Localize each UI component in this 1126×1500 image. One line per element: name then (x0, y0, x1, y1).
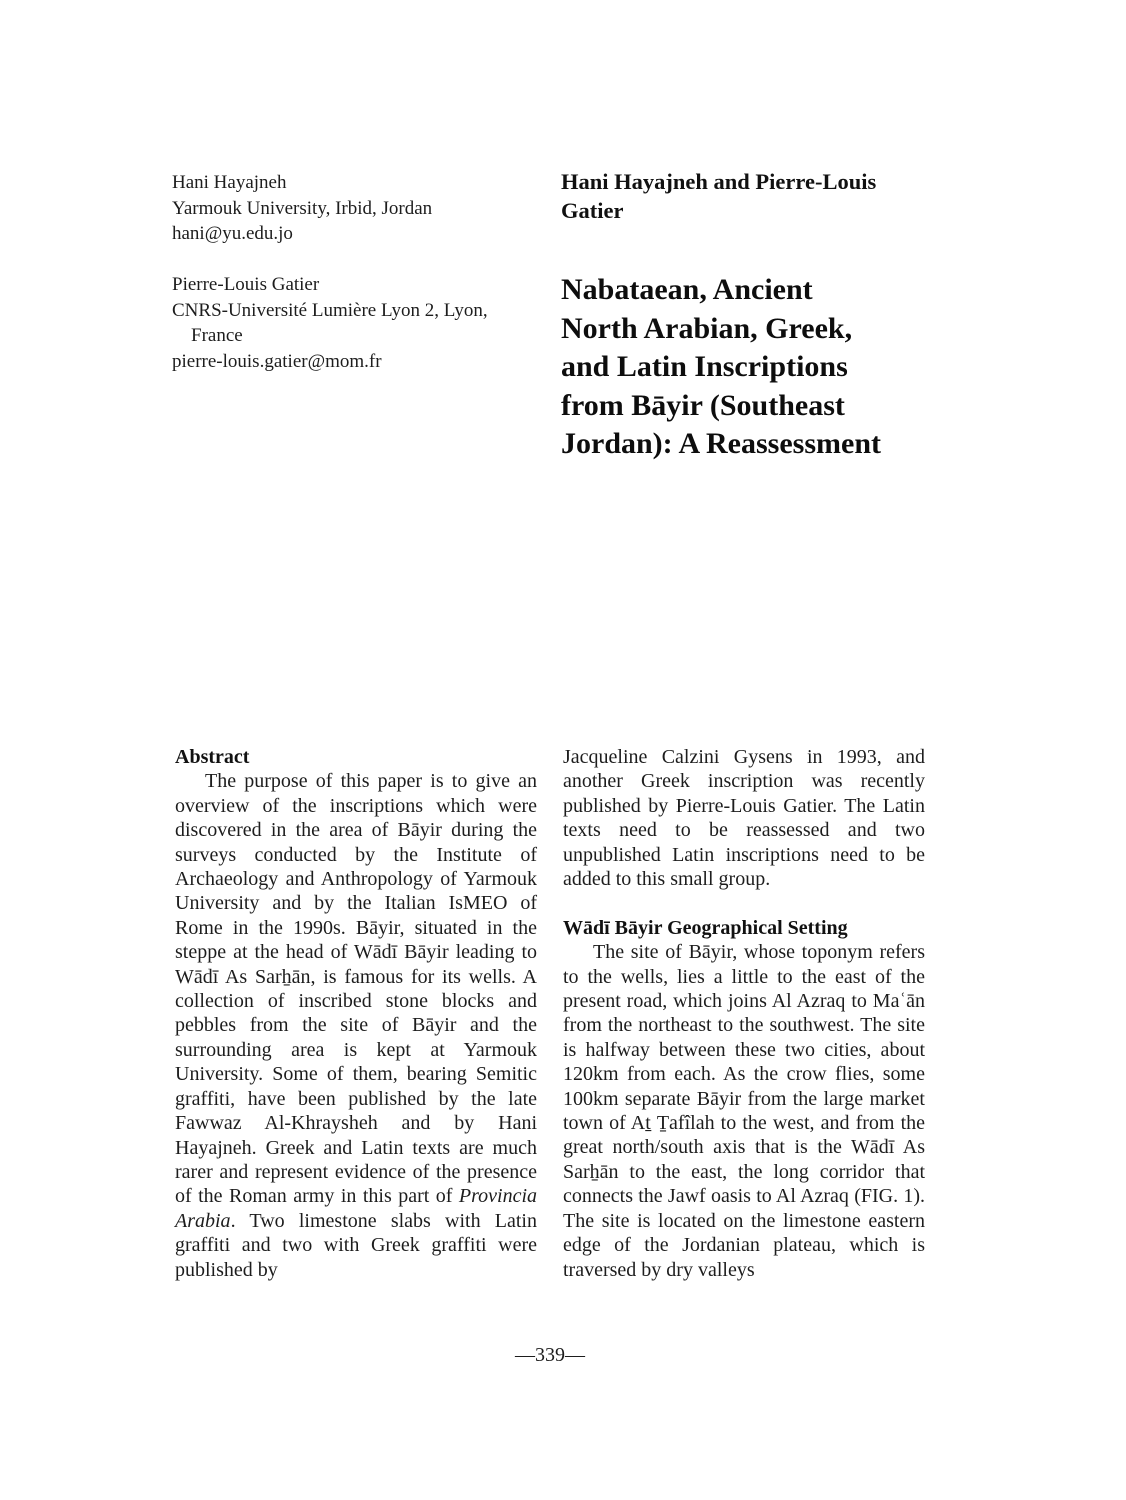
text-line: pierre-louis.gatier@mom.fr (172, 350, 382, 372)
paragraph (563, 745, 925, 891)
byline (561, 167, 956, 225)
paragraph (563, 940, 925, 1282)
text-line: Hani Hayajneh and Pierre-Louis (561, 169, 877, 194)
text-line: Jordan): A Reassessment (561, 427, 881, 460)
geographical-setting-heading: Wādī Bāyir Geographical Setting (563, 916, 848, 939)
paragraph (175, 769, 537, 1282)
text-line: Yarmouk University, Irbid, Jordan (172, 197, 433, 219)
text-line: Nabataean, Ancient (561, 273, 813, 306)
body-columns (175, 745, 925, 1282)
text-segment: . Two limestone slabs with Latin graffiti and two with Greek graffiti were published by (175, 1209, 537, 1281)
text-segment: The purpose of this paper is to give an overview of the inscriptions which were discovered in the area of Bāyir during the surveys conducted by the Institute of Archaeology and Anthropology of Yarmouk University and by the Italian IsMEO of Rome in the 1990s. Bāyir, situated in the steppe at the head of Wādī Bāyir leading to Wādī As Sarẖān, is famous for its wells. A collection of inscribed stone blocks and pebbles from the site of Bāyir and the surrounding area is kept at Yarmouk University. Some of them, bearing Semitic graffiti, have been published by the late Fawwaz Al-Khraysheh and by Hani Hayajneh. Greek and Latin texts are much rarer and represent evidence of the presence of the Roman army in this part of (175, 770, 537, 1208)
text-segment: Jacqueline Calzini Gysens in 1993, and another Greek inscription was recently published by Pierre-Louis Gatier. The Latin texts need to be reassessed and two unpublished Latin inscriptions need to be added to this small group. (563, 746, 925, 891)
text-line: Gatier (561, 198, 624, 223)
right-column (563, 745, 925, 1282)
text-line: CNRS-Université Lumière Lyon 2, Lyon, (172, 299, 488, 321)
italic-text: Provincia Arabia (175, 1185, 537, 1232)
title-block (561, 167, 956, 464)
left-column (175, 745, 537, 1282)
text-line: Pierre-Louis Gatier (172, 274, 320, 295)
geographical-setting-text (563, 940, 925, 1282)
text-segment: The site of Bāyir, whose toponym refers to the wells, lies a little to the east of the present road, which joins Al Azraq to Maʿān from the northeast to the southwest. The site is halfway between these two cities, about 120km from each. As the crow flies, some 100km separate Bāyir from the large market town of Aṯ Ṯafîlah to the west, and from the great north/south axis that is the Wādī As Sarẖān to the east, the long corridor that connects the Jawf oasis to Al Azraq (FIG. 1). The site is located on the limestone eastern edge of the Jordanian plateau, which is traversed by dry valleys (563, 941, 925, 1281)
text-line: Hani Hayajneh (172, 172, 287, 193)
author-contact-column (172, 170, 532, 374)
text-line: North Arabian, Greek, (561, 311, 853, 345)
abstract-continuation-text (563, 745, 925, 891)
abstract-heading: Abstract (175, 746, 250, 768)
article-title (561, 271, 956, 464)
contact-block (172, 170, 532, 247)
page-number: —339— (515, 1344, 585, 1366)
text-line: France (191, 325, 243, 346)
abstract-text (175, 769, 537, 1282)
text-line: from Bāyir (Southeast (561, 388, 845, 422)
text-line: and Latin Inscriptions (561, 350, 848, 383)
contact-block (172, 272, 532, 374)
text-line: hani@yu.edu.jo (172, 223, 293, 244)
